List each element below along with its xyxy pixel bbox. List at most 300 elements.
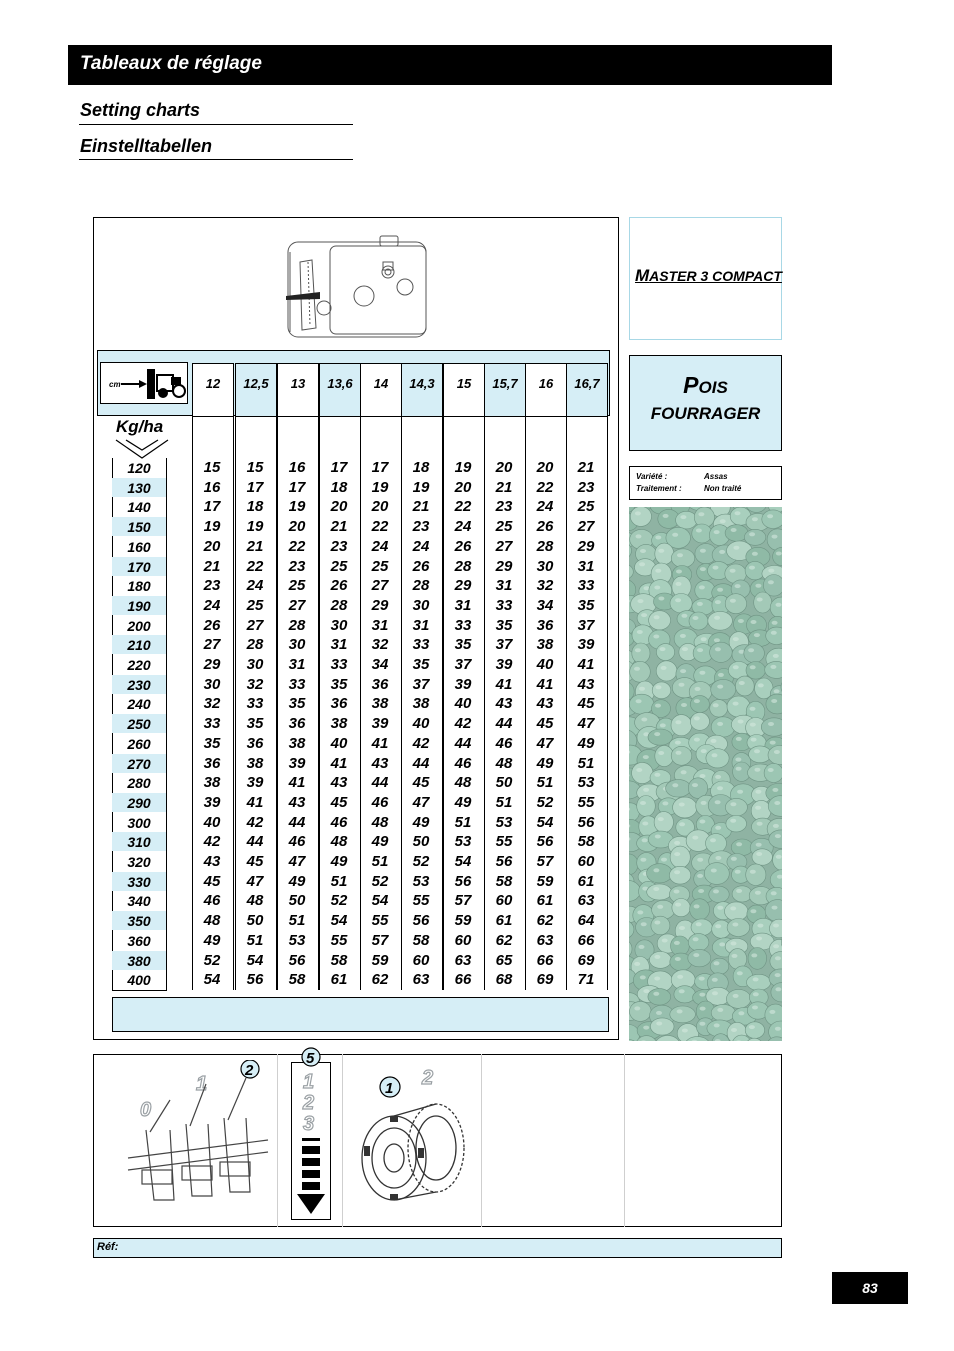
setting-value-cell: 54	[371, 892, 389, 909]
peas-photo	[629, 507, 782, 1041]
lever-illustration	[118, 1060, 278, 1220]
setting-value-cell: 27	[577, 518, 595, 535]
setting-value-cell: 20	[536, 459, 554, 476]
setting-value-cell: 39	[454, 676, 472, 693]
setting-value-cell: 32	[246, 676, 264, 693]
setting-value-cell: 50	[288, 892, 306, 909]
rate-cell: 250	[127, 716, 151, 732]
setting-value-cell: 30	[330, 617, 348, 634]
setting-value-cell: 58	[288, 971, 306, 988]
setting-value-cell: 25	[371, 558, 389, 575]
setting-value-cell: 51	[495, 794, 513, 811]
setting-value-cell: 51	[330, 873, 348, 890]
setting-value-cell: 27	[246, 617, 264, 634]
setting-value-cell: 59	[371, 952, 389, 969]
setting-value-cell: 59	[536, 873, 554, 890]
setting-value-cell: 59	[454, 912, 472, 929]
setting-value-cell: 37	[577, 617, 595, 634]
setting-value-cell: 39	[203, 794, 221, 811]
setting-value-cell: 32	[371, 636, 389, 653]
setting-value-cell: 48	[495, 755, 513, 772]
rate-cell: 120	[127, 460, 151, 476]
crop-subname: FOURRAGER	[650, 404, 761, 423]
setting-value-cell: 16	[203, 479, 221, 496]
setting-value-cell: 41	[371, 735, 389, 752]
setting-value-cell: 18	[412, 459, 430, 476]
setting-value-cell: 24	[536, 498, 554, 515]
setting-value-cell: 60	[454, 932, 472, 949]
setting-value-cell: 25	[246, 597, 264, 614]
setting-value-cell: 49	[371, 833, 389, 850]
setting-value-cell: 54	[454, 853, 472, 870]
setting-value-cell: 24	[246, 577, 264, 594]
setting-value-cell: 40	[412, 715, 430, 732]
setting-value-cell: 47	[412, 794, 430, 811]
setting-value-cell: 31	[577, 558, 595, 575]
setting-value-cell: 44	[454, 735, 472, 752]
setting-value-cell: 47	[246, 873, 264, 890]
setting-value-cell: 63	[454, 952, 472, 969]
setting-value-cell: 57	[371, 932, 389, 949]
column-header: 15,7	[484, 363, 526, 417]
setting-value-cell: 55	[371, 912, 389, 929]
setting-value-cell: 40	[536, 656, 554, 673]
setting-value-cell: 25	[330, 558, 348, 575]
column-header: 16	[525, 363, 567, 417]
setting-value-cell: 23	[577, 479, 595, 496]
rate-cell: 400	[127, 972, 151, 988]
setting-value-cell: 61	[577, 873, 595, 890]
setting-value-cell: 30	[246, 656, 264, 673]
setting-value-cell: 69	[536, 971, 554, 988]
setting-value-cell: 38	[203, 774, 221, 791]
setting-value-cell: 48	[203, 912, 221, 929]
setting-value-cell: 58	[495, 873, 513, 890]
setting-value-cell: 46	[454, 755, 472, 772]
setting-value-cell: 15	[246, 459, 264, 476]
unit-label: Kg/ha	[116, 417, 164, 436]
setting-value-cell: 56	[288, 952, 306, 969]
speed-icon-label: cm	[109, 380, 121, 389]
setting-value-cell: 63	[412, 971, 430, 988]
setting-value-cell: 52	[203, 952, 221, 969]
setting-value-cell: 66	[577, 932, 595, 949]
setting-value-cell: 45	[412, 774, 430, 791]
setting-value-cell: 42	[203, 833, 221, 850]
setting-value-cell: 23	[495, 498, 513, 515]
setting-value-cell: 45	[536, 715, 554, 732]
seed-hopper-illustration	[280, 232, 440, 344]
setting-value-cell: 58	[577, 833, 595, 850]
speed-icon-box	[100, 362, 188, 404]
crop-box	[629, 355, 782, 451]
setting-value-cell: 54	[203, 971, 221, 988]
setting-value-cell: 24	[371, 538, 389, 555]
setting-value-cell: 25	[288, 577, 306, 594]
rate-column-bottom	[112, 990, 167, 991]
setting-value-cell: 48	[371, 814, 389, 831]
lever-position-1: 1	[196, 1073, 208, 1095]
setting-value-cell: 22	[536, 479, 554, 496]
setting-value-cell: 20	[495, 459, 513, 476]
setting-value-cell: 38	[246, 755, 264, 772]
setting-value-cell: 51	[246, 932, 264, 949]
scale-position-2: 2	[303, 1092, 315, 1114]
setting-value-cell: 54	[330, 912, 348, 929]
setting-value-cell: 19	[454, 459, 472, 476]
setting-value-cell: 31	[454, 597, 472, 614]
scale-position-1: 1	[303, 1071, 315, 1093]
setting-value-cell: 38	[330, 715, 348, 732]
setting-value-cell: 65	[495, 952, 513, 969]
setting-value-cell: 22	[246, 558, 264, 575]
setting-value-cell: 36	[246, 735, 264, 752]
reference-label: Réf:	[97, 1241, 119, 1253]
setting-value-cell: 31	[371, 617, 389, 634]
setting-value-cell: 56	[246, 971, 264, 988]
setting-value-cell: 39	[371, 715, 389, 732]
rate-cell: 300	[127, 815, 151, 831]
setting-value-cell: 41	[288, 774, 306, 791]
page-title: Tableaux de réglage	[80, 53, 262, 74]
setting-value-cell: 41	[246, 794, 264, 811]
setting-value-cell: 21	[577, 459, 595, 476]
setting-value-cell: 22	[288, 538, 306, 555]
setting-value-cell: 51	[288, 912, 306, 929]
setting-value-cell: 52	[412, 853, 430, 870]
rate-cell: 380	[127, 953, 151, 969]
setting-value-cell: 28	[454, 558, 472, 575]
setting-value-cell: 57	[454, 892, 472, 909]
gear-illustration	[350, 1068, 475, 1218]
setting-value-cell: 23	[412, 518, 430, 535]
setting-value-cell: 44	[495, 715, 513, 732]
setting-value-cell: 17	[246, 479, 264, 496]
setting-value-cell: 36	[536, 617, 554, 634]
setting-value-cell: 43	[371, 755, 389, 772]
setting-value-cell: 41	[330, 755, 348, 772]
machine-model	[635, 266, 782, 286]
setting-value-cell: 46	[288, 833, 306, 850]
variety-value: Assas	[704, 472, 728, 481]
setting-value-cell: 66	[536, 952, 554, 969]
setting-value-cell: 51	[371, 853, 389, 870]
setting-value-cell: 49	[330, 853, 348, 870]
rate-cell: 160	[127, 539, 151, 555]
setting-value-cell: 45	[577, 695, 595, 712]
setting-value-cell: 46	[371, 794, 389, 811]
setting-value-cell: 29	[203, 656, 221, 673]
setting-value-cell: 30	[288, 636, 306, 653]
column-header: 13,6	[319, 363, 361, 417]
setting-value-cell: 42	[454, 715, 472, 732]
setting-value-cell: 33	[412, 636, 430, 653]
rate-cell: 350	[127, 913, 151, 929]
settings-divider	[481, 1054, 482, 1227]
page-number: 83	[862, 1280, 878, 1296]
tractor-speed-icon	[101, 363, 187, 403]
setting-value-cell: 20	[371, 498, 389, 515]
scale-illustration	[291, 1046, 333, 1222]
setting-value-cell: 27	[371, 577, 389, 594]
setting-value-cell: 39	[288, 755, 306, 772]
setting-value-cell: 53	[454, 833, 472, 850]
setting-value-cell: 35	[203, 735, 221, 752]
setting-value-cell: 29	[577, 538, 595, 555]
rate-cell: 320	[127, 854, 151, 870]
setting-value-cell: 35	[495, 617, 513, 634]
setting-value-cell: 31	[330, 636, 348, 653]
setting-value-cell: 17	[203, 498, 221, 515]
setting-value-cell: 36	[203, 755, 221, 772]
setting-value-cell: 35	[454, 636, 472, 653]
variety-box	[629, 466, 782, 500]
column-divider	[233, 417, 234, 990]
setting-value-cell: 26	[536, 518, 554, 535]
setting-value-cell: 47	[536, 735, 554, 752]
setting-value-cell: 26	[454, 538, 472, 555]
setting-value-cell: 49	[454, 794, 472, 811]
setting-value-cell: 43	[203, 853, 221, 870]
setting-value-cell: 20	[330, 498, 348, 515]
setting-value-cell: 62	[371, 971, 389, 988]
setting-value-cell: 53	[495, 814, 513, 831]
setting-value-cell: 18	[330, 479, 348, 496]
gear-alternative: 2	[422, 1068, 434, 1089]
setting-value-cell: 52	[371, 873, 389, 890]
setting-value-cell: 49	[203, 932, 221, 949]
column-header: 16,7	[566, 363, 608, 417]
setting-value-cell: 46	[495, 735, 513, 752]
rate-cell: 310	[127, 834, 151, 850]
rate-cell: 260	[127, 736, 151, 752]
column-header: 15	[443, 363, 485, 417]
setting-value-cell: 26	[203, 617, 221, 634]
setting-value-cell: 48	[246, 892, 264, 909]
setting-value-cell: 30	[536, 558, 554, 575]
treatment-label: Traitement :	[636, 484, 682, 493]
setting-value-cell: 44	[371, 774, 389, 791]
setting-value-cell: 50	[412, 833, 430, 850]
lever-position-0: 0	[140, 1099, 152, 1121]
rate-cell: 190	[127, 598, 151, 614]
setting-value-cell: 18	[246, 498, 264, 515]
setting-value-cell: 33	[203, 715, 221, 732]
setting-value-cell: 41	[495, 676, 513, 693]
setting-value-cell: 50	[246, 912, 264, 929]
rate-cell: 150	[127, 519, 151, 535]
setting-value-cell: 17	[288, 479, 306, 496]
setting-value-cell: 42	[246, 814, 264, 831]
setting-value-cell: 49	[412, 814, 430, 831]
table-footer-band	[112, 997, 609, 1032]
rate-cell: 220	[127, 657, 151, 673]
rate-cell: 140	[127, 499, 151, 515]
crop-name-initial: P	[683, 372, 699, 398]
setting-value-cell: 36	[371, 676, 389, 693]
setting-value-cell: 33	[330, 656, 348, 673]
setting-value-cell: 55	[330, 932, 348, 949]
setting-value-cell: 50	[495, 774, 513, 791]
setting-value-cell: 25	[577, 498, 595, 515]
setting-value-cell: 37	[454, 656, 472, 673]
setting-value-cell: 56	[412, 912, 430, 929]
reference-bar	[93, 1238, 782, 1258]
setting-value-cell: 51	[577, 755, 595, 772]
setting-value-cell: 56	[495, 853, 513, 870]
setting-value-cell: 21	[246, 538, 264, 555]
rate-cell: 180	[127, 578, 151, 594]
setting-value-cell: 17	[371, 459, 389, 476]
setting-value-cell: 26	[330, 577, 348, 594]
setting-value-cell: 39	[577, 636, 595, 653]
setting-value-cell: 33	[246, 695, 264, 712]
setting-value-cell: 56	[536, 833, 554, 850]
gear-selected: 1	[385, 1080, 394, 1097]
setting-value-cell: 24	[412, 538, 430, 555]
setting-value-cell: 63	[577, 892, 595, 909]
setting-value-cell: 43	[495, 695, 513, 712]
setting-value-cell: 60	[495, 892, 513, 909]
settings-divider	[624, 1054, 625, 1227]
rate-cell: 330	[127, 874, 151, 890]
setting-value-cell: 32	[203, 695, 221, 712]
rate-cell: 290	[127, 795, 151, 811]
setting-value-cell: 23	[288, 558, 306, 575]
setting-value-cell: 56	[577, 814, 595, 831]
setting-value-cell: 63	[536, 932, 554, 949]
rate-column-divider	[166, 458, 167, 990]
setting-value-cell: 61	[330, 971, 348, 988]
setting-value-cell: 45	[246, 853, 264, 870]
setting-value-cell: 61	[495, 912, 513, 929]
setting-value-cell: 27	[288, 597, 306, 614]
setting-value-cell: 33	[288, 676, 306, 693]
setting-value-cell: 53	[577, 774, 595, 791]
setting-value-cell: 16	[288, 459, 306, 476]
setting-value-cell: 28	[412, 577, 430, 594]
setting-value-cell: 43	[288, 794, 306, 811]
rate-cell: 130	[127, 480, 151, 496]
setting-value-cell: 47	[577, 715, 595, 732]
setting-value-cell: 26	[412, 558, 430, 575]
column-header: 12	[192, 363, 234, 417]
setting-value-cell: 55	[495, 833, 513, 850]
setting-value-cell: 49	[288, 873, 306, 890]
setting-value-cell: 68	[495, 971, 513, 988]
setting-value-cell: 17	[330, 459, 348, 476]
column-header: 12,5	[235, 363, 277, 417]
setting-value-cell: 45	[330, 794, 348, 811]
setting-value-cell: 66	[454, 971, 472, 988]
setting-value-cell: 25	[495, 518, 513, 535]
rate-cell: 360	[127, 933, 151, 949]
rate-cell: 240	[127, 696, 151, 712]
setting-value-cell: 60	[577, 853, 595, 870]
setting-value-cell: 23	[203, 577, 221, 594]
setting-value-cell: 21	[330, 518, 348, 535]
setting-value-cell: 27	[203, 636, 221, 653]
setting-value-cell: 36	[330, 695, 348, 712]
setting-value-cell: 62	[536, 912, 554, 929]
setting-value-cell: 23	[330, 538, 348, 555]
setting-value-cell: 33	[495, 597, 513, 614]
setting-value-cell: 30	[412, 597, 430, 614]
rate-cell: 170	[127, 559, 151, 575]
setting-value-cell: 37	[412, 676, 430, 693]
scale-badge: 5	[306, 1050, 315, 1067]
setting-value-cell: 22	[371, 518, 389, 535]
scale-position-3: 3	[303, 1113, 315, 1135]
setting-value-cell: 42	[412, 735, 430, 752]
settings-divider	[342, 1054, 343, 1227]
setting-value-cell: 38	[288, 735, 306, 752]
setting-value-cell: 47	[288, 853, 306, 870]
setting-value-cell: 27	[495, 538, 513, 555]
rate-cell: 210	[127, 637, 151, 653]
column-divider	[607, 417, 608, 990]
setting-value-cell: 43	[536, 695, 554, 712]
setting-value-cell: 48	[454, 774, 472, 791]
setting-value-cell: 29	[371, 597, 389, 614]
rate-cell: 340	[127, 893, 151, 909]
setting-value-cell: 58	[412, 932, 430, 949]
setting-value-cell: 28	[288, 617, 306, 634]
column-header: 14	[360, 363, 402, 417]
setting-value-cell: 44	[246, 833, 264, 850]
setting-value-cell: 15	[203, 459, 221, 476]
setting-value-cell: 57	[536, 853, 554, 870]
column-header: 13	[277, 363, 319, 417]
setting-value-cell: 49	[536, 755, 554, 772]
setting-value-cell: 52	[536, 794, 554, 811]
setting-value-cell: 71	[577, 971, 595, 988]
setting-value-cell: 62	[495, 932, 513, 949]
setting-value-cell: 35	[412, 656, 430, 673]
setting-value-cell: 56	[454, 873, 472, 890]
setting-value-cell: 54	[536, 814, 554, 831]
setting-value-cell: 52	[330, 892, 348, 909]
machine-model-initial: M	[635, 266, 650, 285]
setting-value-cell: 19	[412, 479, 430, 496]
setting-value-cell: 46	[330, 814, 348, 831]
setting-value-cell: 29	[495, 558, 513, 575]
setting-value-cell: 40	[454, 695, 472, 712]
peas-image	[629, 507, 782, 1041]
setting-value-cell: 44	[288, 814, 306, 831]
setting-value-cell: 51	[536, 774, 554, 791]
setting-value-cell: 39	[495, 656, 513, 673]
setting-value-cell: 32	[536, 577, 554, 594]
setting-value-cell: 38	[412, 695, 430, 712]
rate-cell: 200	[127, 618, 151, 634]
setting-value-cell: 19	[371, 479, 389, 496]
setting-value-cell: 21	[412, 498, 430, 515]
setting-value-cell: 24	[203, 597, 221, 614]
setting-value-cell: 41	[536, 676, 554, 693]
setting-value-cell: 46	[203, 892, 221, 909]
setting-value-cell: 41	[577, 656, 595, 673]
subtitle-english-rule	[79, 124, 353, 125]
setting-value-cell: 35	[330, 676, 348, 693]
variety-label: Variété :	[636, 472, 668, 481]
machine-model-rest: ASTER 3 COMPACT	[649, 268, 782, 284]
setting-value-cell: 61	[536, 892, 554, 909]
setting-value-cell: 29	[454, 577, 472, 594]
setting-value-cell: 19	[246, 518, 264, 535]
subtitle-english: Setting charts	[80, 100, 201, 120]
setting-value-cell: 53	[412, 873, 430, 890]
